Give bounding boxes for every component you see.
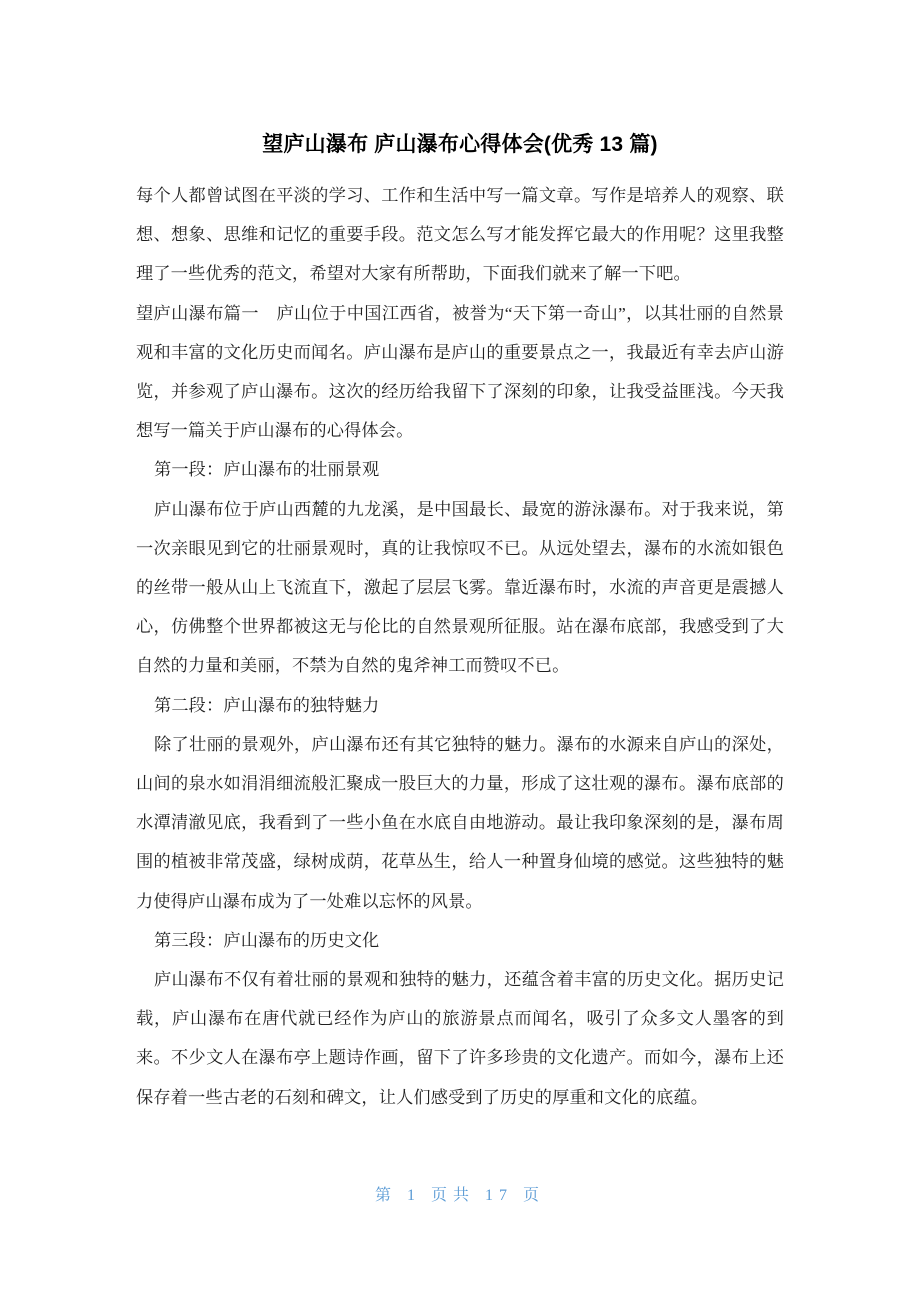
body-para-3: 庐山瀑布不仅有着壮丽的景观和独特的魅力，还蕴含着丰富的历史文化。据历史记载，庐山瀑布在唐代就已经作为庐山的旅游景点而闻名，吸引了众多文人墨客的到来。不少文人在瀑布亭上题诗作画，留下了许多珍贵的文化遗产。而如今，瀑布上还保存着一些古老的石刻和碑文，让人们感受到了历史的厚重和文化的底蕴。 bbox=[136, 970, 784, 1107]
document-content bbox=[136, 128, 784, 1117]
heading-para-3: 第三段：庐山瀑布的历史文化 bbox=[154, 930, 380, 950]
body-para-1: 庐山瀑布位于庐山西麓的九龙溪，是中国最长、最宽的游泳瀑布。对于我来说，第一次亲眼见到它的壮丽景观时，真的让我惊叹不已。从远处望去，瀑布的水流如银色的丝带一般从山上飞流直下，激起了层层飞雾。靠近瀑布时，水流的声音更是震撼人心，仿佛整个世界都被这无与伦比的自然景观所征服。站在瀑布底部，我感受到了大自然的力量和美丽，不禁为自然的鬼斧神工而赞叹不已。 bbox=[136, 499, 784, 676]
paragraph-list bbox=[136, 176, 784, 1117]
heading-para-1: 第一段：庐山瀑布的壮丽景观 bbox=[154, 460, 380, 480]
page-footer bbox=[0, 1182, 920, 1205]
body-para-2: 除了壮丽的景观外，庐山瀑布还有其它独特的魅力。瀑布的水源来自庐山的深处，山间的泉水如涓涓细流般汇聚成一股巨大的力量，形成了这壮观的瀑布。瀑布底部的水潭清澈见底，我看到了一些小鱼在水底自由地游动。最让我印象深刻的是，瀑布周围的植被非常茂盛，绿树成荫，花草丛生，给人一种置身仙境的感觉。这些独特的魅力使得庐山瀑布成为了一处难以忘怀的风景。 bbox=[136, 734, 784, 911]
section-1-opening: 望庐山瀑布篇一 庐山位于中国江西省，被誉为“天下第一奇山”，以其壮丽的自然景观和丰富的文化历史而闻名。庐山瀑布是庐山的重要景点之一，我最近有幸去庐山游览，并参观了庐山瀑布。这次的经历给我留下了深刻的印象，让我受益匪浅。今天我想写一篇关于庐山瀑布的心得体会。 bbox=[136, 303, 784, 441]
heading-para-2: 第二段：庐山瀑布的独特魅力 bbox=[154, 695, 380, 715]
page-title: 望庐山瀑布 庐山瀑布心得体会(优秀 13 篇) bbox=[262, 133, 658, 156]
intro: 每个人都曾试图在平淡的学习、工作和生活中写一篇文章。写作是培养人的观察、联想、想象、思维和记忆的重要手段。范文怎么写才能发挥它最大的作用呢？这里我整理了一些优秀的范文，希望对大家有所帮助，下面我们就来了解一下吧。 bbox=[136, 186, 784, 284]
page-number-label: 第 1 页共 17 页 bbox=[374, 1187, 545, 1204]
